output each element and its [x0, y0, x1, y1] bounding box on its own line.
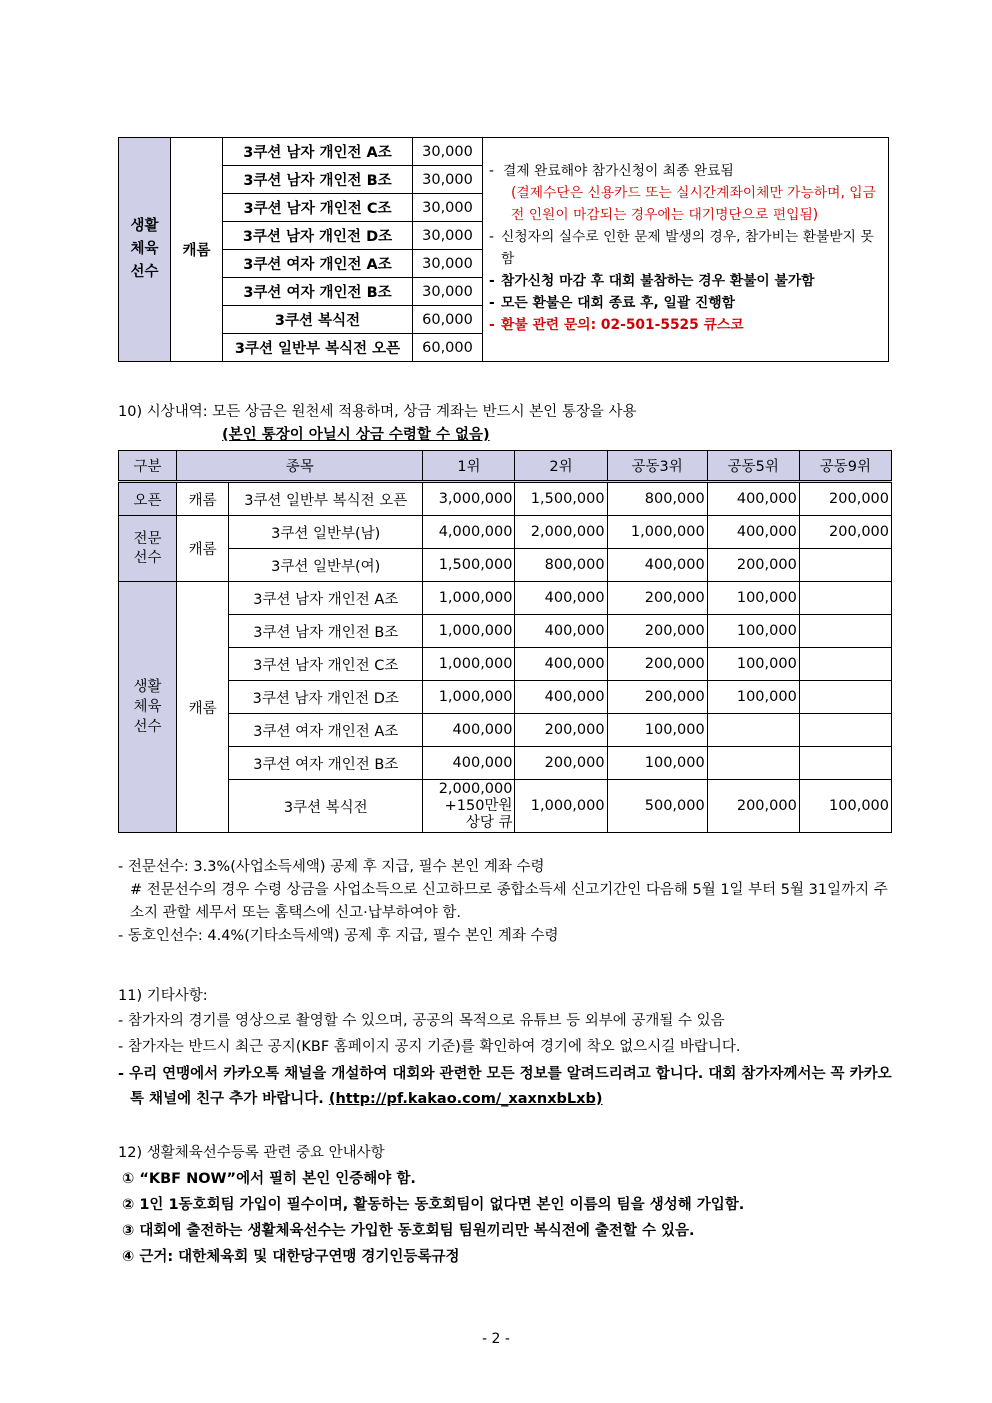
prize-value: 800,000 [607, 482, 707, 516]
prize-value [707, 714, 799, 747]
page-number: - 2 - [482, 1331, 510, 1347]
prize-value: 1,000,000 [423, 648, 515, 681]
prize-event: 3쿠션 남자 개인전 A조 [229, 582, 423, 615]
entry-fee-table [118, 137, 889, 362]
prize-value: 100,000 [607, 747, 707, 780]
prize-discipline: 캐롬 [177, 482, 229, 516]
header-5th: 공동5위 [707, 451, 799, 482]
prize-value [707, 747, 799, 780]
prize-value: 200,000 [607, 582, 707, 615]
prize-value: 100,000 [799, 780, 891, 833]
prize-value: 1,000,000 [423, 681, 515, 714]
kakao-channel-link[interactable]: (http://pf.kakao.com/_xaxnxbLxb) [328, 1091, 603, 1107]
tax-note-amateur: - 동호인선수: 4.4%(기타소득세액) 공제 후 지급, 필수 본인 계좌 수령 [118, 928, 559, 944]
prize-value: 1,000,000 [423, 615, 515, 648]
prize-value: 1,500,000 [423, 549, 515, 582]
fee-event: 3쿠션 복식전 [223, 306, 413, 334]
fee-discipline-cell: 캐롬 [171, 138, 223, 362]
prize-event: 3쿠션 일반부 복식전 오픈 [229, 482, 423, 516]
section12-item4: ④ 근거: 대한체육회 및 대한당구연맹 경기인등록규정 [122, 1249, 460, 1265]
prize-discipline: 캐롬 [177, 582, 229, 833]
fee-event: 3쿠션 여자 개인전 A조 [223, 250, 413, 278]
prize-value: 800,000 [515, 549, 607, 582]
fee-amount: 30,000 [413, 194, 483, 222]
prize-table [118, 450, 892, 833]
fee-event: 3쿠션 남자 개인전 A조 [223, 138, 413, 166]
header-group: 구분 [119, 451, 177, 482]
section11-line1: - 참가자의 경기를 영상으로 촬영할 수 있으며, 공공의 목적으로 유튜브 등 외부에 공개될 수 있음 [118, 1013, 725, 1029]
prize-value: 200,000 [607, 681, 707, 714]
prize-value: 200,000 [707, 549, 799, 582]
prize-event: 3쿠션 여자 개인전 A조 [229, 714, 423, 747]
prize-event: 3쿠션 일반부(남) [229, 516, 423, 549]
prize-value: 100,000 [707, 648, 799, 681]
prize-category-amateur: 생활 체육 선수 [119, 582, 177, 833]
fee-amount: 60,000 [413, 334, 483, 362]
prize-event: 3쿠션 남자 개인전 B조 [229, 615, 423, 648]
fee-amount: 30,000 [413, 250, 483, 278]
note-payment: 결제 완료해야 참가신청이 최종 완료됨 [503, 163, 734, 179]
section10-title: 10) 시상내역: 모든 상금은 원천세 적용하며, 상금 계좌는 반드시 본인 통장을 사용 [118, 404, 637, 420]
prize-value: 400,000 [515, 582, 607, 615]
fee-event: 3쿠션 일반부 복식전 오픈 [223, 334, 413, 362]
prize-value: 1,000,000 [607, 516, 707, 549]
section12-title: 12) 생활체육선수등록 관련 중요 안내사항 [118, 1145, 385, 1161]
note-no-refund: 참가신청 마감 후 대회 불참하는 경우 환불이 불가함 [501, 273, 815, 289]
kakao-notice: - 우리 연맹에서 카카오톡 채널을 개설하여 대회와 관련한 모든 정보를 알려드리려고 합니다. 대회 참가자께서는 꼭 카카오톡 채널에 친구 추가 바랍니다. [118, 1066, 892, 1107]
header-3rd: 공동3위 [607, 451, 707, 482]
prize-value: 2,000,000 +150만원 상당 큐 [423, 780, 515, 833]
prize-value: 400,000 [607, 549, 707, 582]
note-refund-contact: 환불 관련 문의: 02-501-5525 큐스코 [501, 317, 744, 333]
section10-subtitle: (본인 통장이 아닐시 상금 수령할 수 없음) [222, 427, 490, 443]
note-payment-sub: (결제수단은 신용카드 또는 실시간계좌이체만 가능하며, 입금 전 인원이 마감되는 경우에는 대기명단으로 편입됨) [511, 185, 876, 223]
prize-event: 3쿠션 여자 개인전 B조 [229, 747, 423, 780]
note-mistake: 신청자의 실수로 인한 문제 발생의 경우, 참가비는 환불받지 못함 [501, 229, 874, 267]
fee-notes: - 결제 완료해야 참가신청이 최종 완료됨 (결제수단은 신용카드 또는 실시간계좌이체만 가능하며, 입금 전 인원이 마감되는 경우에는 대기명단으로 편입됨) - 신청자의 실수로 인한 문제 발생의 경우, 참가비는 환불받지 못함 - 참가신청 마감 후 대회 불참하는 경우 환불이 불가함 - 모든 환불은 대회 종료 후, 일괄 진행함 - 환불 관련 문의: 02-501-5525 큐스코 [483, 138, 889, 362]
section12-item3: ③ 대회에 출전하는 생활체육선수는 가입한 동호회팀 팀원끼리만 복식전에 출전할 수 있음. [122, 1223, 695, 1239]
prize-value: 200,000 [515, 714, 607, 747]
prize-event: 3쿠션 남자 개인전 C조 [229, 648, 423, 681]
tax-note-detail: # 전문선수의 경우 수령 상금을 사업소득으로 신고하므로 종합소득세 신고기간인 다음해 5월 1일 부터 5월 31일까지 주소지 관할 세무서 또는 홈택스에 신고·납부하여야 함. [130, 882, 888, 921]
prize-value: 400,000 [515, 681, 607, 714]
prize-value: 1,500,000 [515, 482, 607, 516]
prize-value: 400,000 [423, 714, 515, 747]
tax-note-pro: - 전문선수: 3.3%(사업소득세액) 공제 후 지급, 필수 본인 계좌 수령 [118, 859, 545, 875]
prize-value: 200,000 [799, 516, 891, 549]
prize-value: 4,000,000 [423, 516, 515, 549]
fee-amount: 30,000 [413, 278, 483, 306]
prize-value: 500,000 [607, 780, 707, 833]
fee-event: 3쿠션 남자 개인전 B조 [223, 166, 413, 194]
header-2nd: 2위 [515, 451, 607, 482]
fee-amount: 60,000 [413, 306, 483, 334]
fee-event: 3쿠션 여자 개인전 B조 [223, 278, 413, 306]
prize-value: 3,000,000 [423, 482, 515, 516]
header-9th: 공동9위 [799, 451, 891, 482]
header-1st: 1위 [423, 451, 515, 482]
prize-event: 3쿠션 남자 개인전 D조 [229, 681, 423, 714]
section12-item1: ① “KBF NOW”에서 필히 본인 인증해야 함. [122, 1171, 416, 1187]
prize-value: 100,000 [607, 714, 707, 747]
prize-value: 1,000,000 [515, 780, 607, 833]
prize-value [799, 549, 891, 582]
prize-event: 3쿠션 복식전 [229, 780, 423, 833]
fee-event: 3쿠션 남자 개인전 D조 [223, 222, 413, 250]
prize-value: 100,000 [707, 615, 799, 648]
prize-event: 3쿠션 일반부(여) [229, 549, 423, 582]
section12-item2: ② 1인 1동호회팀 가입이 필수이며, 활동하는 동호회팀이 없다면 본인 이름의 팀을 생성해 가입함. [122, 1197, 745, 1213]
note-refund-after: 모든 환불은 대회 종료 후, 일괄 진행함 [501, 295, 735, 311]
fee-event: 3쿠션 남자 개인전 C조 [223, 194, 413, 222]
prize-value: 400,000 [515, 615, 607, 648]
prize-value: 400,000 [707, 482, 799, 516]
prize-value [799, 681, 891, 714]
prize-value: 100,000 [707, 582, 799, 615]
fee-amount: 30,000 [413, 222, 483, 250]
prize-value: 400,000 [515, 648, 607, 681]
section11-title: 11) 기타사항: [118, 988, 208, 1004]
prize-value: 400,000 [423, 747, 515, 780]
section11-line3 [118, 1062, 900, 1112]
prize-value [799, 714, 891, 747]
prize-value: 200,000 [799, 482, 891, 516]
prize-value [799, 648, 891, 681]
fee-category-cell: 생활 체육 선수 [119, 138, 171, 362]
prize-value [799, 615, 891, 648]
prize-value: 1,000,000 [423, 582, 515, 615]
prize-value: 200,000 [607, 648, 707, 681]
prize-category-open: 오픈 [119, 482, 177, 516]
prize-value: 200,000 [707, 780, 799, 833]
prize-value [799, 582, 891, 615]
prize-value: 2,000,000 [515, 516, 607, 549]
header-event: 종목 [177, 451, 423, 482]
prize-category-pro: 전문 선수 [119, 516, 177, 582]
section11-line2: - 참가자는 반드시 최근 공지(KBF 홈페이지 공지 기준)를 확인하여 경기에 착오 없으시길 바랍니다. [118, 1039, 741, 1055]
prize-value: 200,000 [607, 615, 707, 648]
fee-amount: 30,000 [413, 166, 483, 194]
prize-discipline: 캐롬 [177, 516, 229, 582]
prize-value: 200,000 [515, 747, 607, 780]
prize-value: 400,000 [707, 516, 799, 549]
prize-value: 100,000 [707, 681, 799, 714]
fee-amount: 30,000 [413, 138, 483, 166]
prize-value [799, 747, 891, 780]
